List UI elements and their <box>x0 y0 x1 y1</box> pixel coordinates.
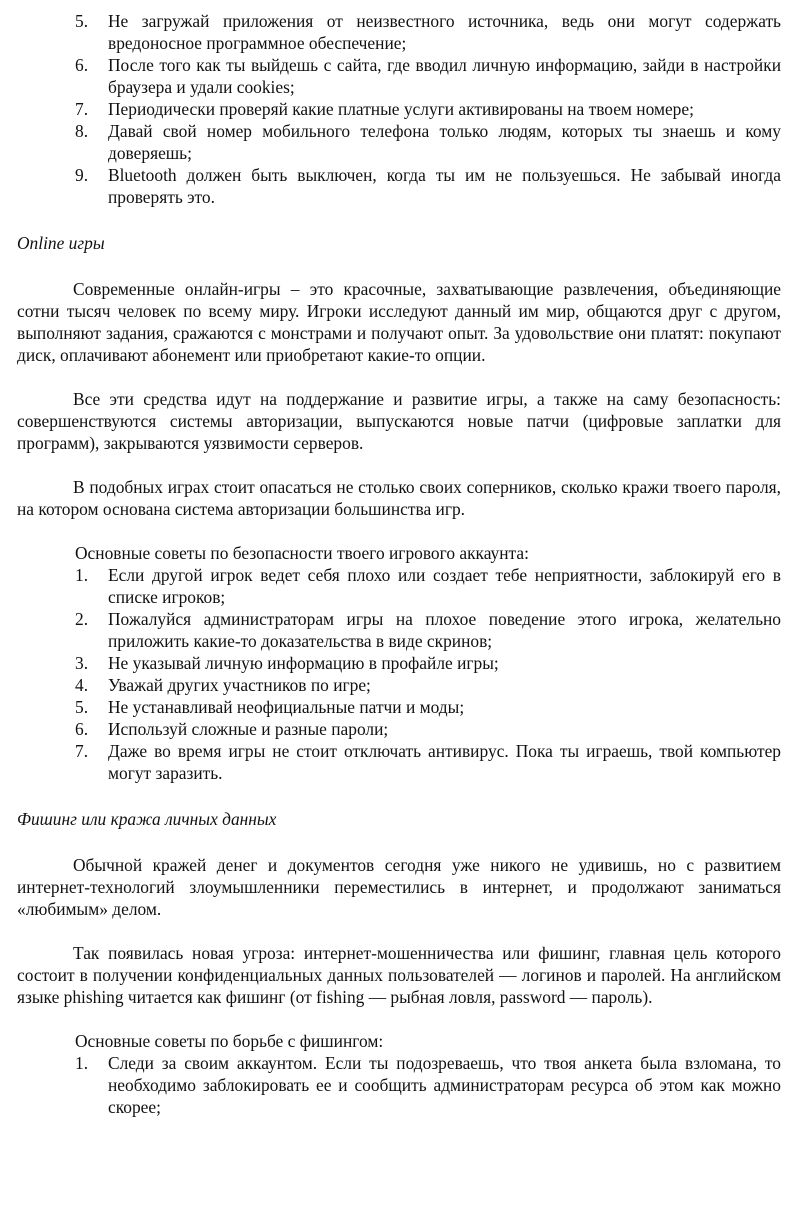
list-number: 1. <box>75 565 89 585</box>
paragraph: Все эти средства идут на поддержание и развитие игры, а также на саму безопасность: совершенствуются системы авторизации, выпускаются новые патчи (цифровые заплатки для программ), закрываются уязвимости серверов. <box>17 389 781 453</box>
list-item <box>17 718 781 740</box>
list-item <box>17 10 781 54</box>
list-item <box>17 98 781 120</box>
list-text: Bluetooth должен быть выключен, когда ты им не пользуешься. Не забывай иногда проверять это. <box>108 165 781 207</box>
list-text: Пожалуйся администраторам игры на плохое поведение этого игрока, желательно приложить какие-то доказательства в виде скринов; <box>108 609 781 651</box>
paragraph: Так появилась новая угроза: интернет-мошенничества или фишинг, главная цель которого состоит в получении конфиденциальных данных пользователей — логинов и паролей. На английском языке phishing читается как фишинг (от fishing — рыбная ловля, password — пароль). <box>17 943 781 1007</box>
list-number: 5. <box>75 697 89 717</box>
list-number: 3. <box>75 653 89 673</box>
list-item <box>17 54 781 98</box>
paragraph-gap <box>17 366 781 388</box>
list-number: 6. <box>75 55 89 75</box>
paragraph-gap <box>17 1008 781 1030</box>
section-heading-games: Online игры <box>17 233 105 253</box>
list-text: Не указывай личную информацию в профайле игры; <box>108 653 499 673</box>
paragraph: Обычной кражей денег и документов сегодня уже никого не удивишь, но с развитием интернет-технологий злоумышленники переместились в интернет, и продолжают заниматься «любимым» делом. <box>17 855 781 919</box>
list-item <box>17 564 781 608</box>
paragraph-gap <box>17 920 781 942</box>
list-text: Не устанавливай неофициальные патчи и моды; <box>108 697 465 717</box>
list-item <box>17 1052 781 1118</box>
list-number: 9. <box>75 165 89 185</box>
list-item <box>17 608 781 652</box>
list-item <box>17 120 781 164</box>
paragraph-gap <box>17 520 781 542</box>
list-text: Уважай других участников по игре; <box>108 675 371 695</box>
list-number: 8. <box>75 121 89 141</box>
list-intro: Основные советы по безопасности твоего игрового аккаунта: <box>75 543 529 563</box>
list-text: Используй сложные и разные пароли; <box>108 719 389 739</box>
section-heading-phishing: Фишинг или кража личных данных <box>17 809 277 829</box>
paragraph-gap <box>17 454 781 476</box>
list-number: 1. <box>75 1053 89 1073</box>
list-number: 6. <box>75 719 89 739</box>
list-number: 7. <box>75 99 89 119</box>
list-text: После того как ты выйдешь с сайта, где вводил личную информацию, зайди в настройки браузера и удали cookies; <box>108 55 781 97</box>
list-item <box>17 740 781 784</box>
list-item <box>17 652 781 674</box>
games-safety-list <box>17 564 781 784</box>
list-text: Даже во время игры не стоит отключать антивирус. Пока ты играешь, твой компьютер могут заразить. <box>108 741 781 783</box>
paragraph: Современные онлайн-игры – это красочные, захватывающие развлечения, объединяющие сотни тысяч человек по всему миру. Игроки исследуют данный им мир, общаются друг с другом, выполняют задания, сражаются с монстрами и получают опыт. За удовольствие они платят: покупают диск, оплачивают абонемент или приобретают какие-то опции. <box>17 279 781 365</box>
list-text: Если другой игрок ведет себя плохо или создает тебе неприятности, заблокируй его в списке игроков; <box>108 565 781 607</box>
list-text: Не загружай приложения от неизвестного источника, ведь они могут содержать вредоносное программное обеспечение; <box>108 11 781 53</box>
list-item <box>17 696 781 718</box>
list-number: 7. <box>75 741 89 761</box>
safety-list-top <box>17 10 781 208</box>
list-item <box>17 164 781 208</box>
list-intro: Основные советы по борьбе с фишингом: <box>75 1031 384 1051</box>
phishing-safety-list <box>17 1052 781 1118</box>
list-number: 4. <box>75 675 89 695</box>
list-text: Давай свой номер мобильного телефона только людям, которых ты знаешь и кому доверяешь; <box>108 121 781 163</box>
paragraph: В подобных играх стоит опасаться не столько своих соперников, сколько кражи твоего пароля, на котором основана система авторизации большинства игр. <box>17 477 781 519</box>
list-number: 2. <box>75 609 89 629</box>
list-number: 5. <box>75 11 89 31</box>
list-text: Периодически проверяй какие платные услуги активированы на твоем номере; <box>108 99 694 119</box>
list-text: Следи за своим аккаунтом. Если ты подозреваешь, что твоя анкета была взломана, то необходимо заблокировать ее и сообщить администраторам ресурса об этом как можно скорее; <box>108 1053 781 1117</box>
list-item <box>17 674 781 696</box>
